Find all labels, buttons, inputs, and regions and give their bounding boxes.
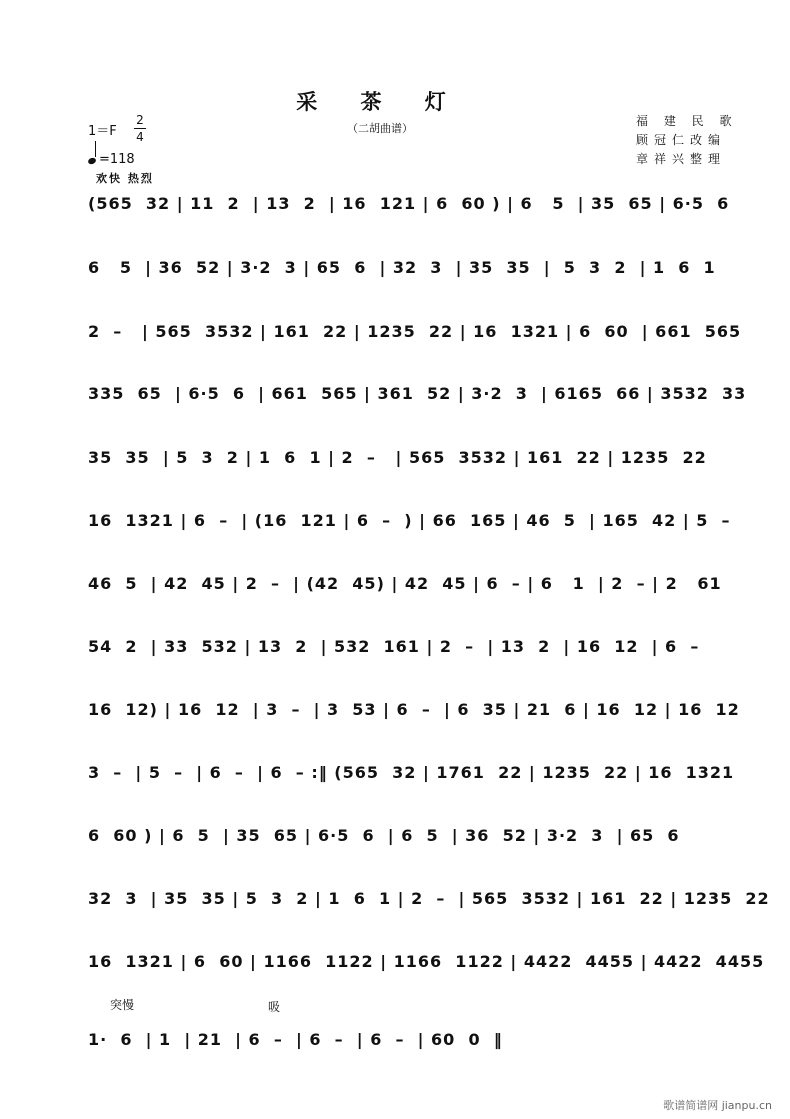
score-row-text: 46 5 | 42 45 | 2 – | (42 45) | 42 45 | 6 – | 6 1 | 2 – | 2 61 (88, 574, 722, 593)
score-row-text: 1· 6 | 1 | 21 | 6 – | 6 – | 6 – | 60 0 ‖ (88, 1030, 503, 1049)
score-row-3 (84, 314, 744, 354)
credit-arranger: 顾冠仁改编 (636, 133, 727, 147)
time-signature-bottom: 4 (136, 130, 144, 144)
score-row-text: 6 60 ) | 6 5 | 35 65 | 6·5 6 | 6 5 | 36 52 | 3·2 3 | 65 6 (88, 826, 680, 845)
score-row-text: 16 12) | 16 12 | 3 – | 3 53 | 6 – | 6 35 | 21 6 | 16 12 | 16 12 (88, 700, 740, 719)
score-row-text: 16 1321 | 6 60 | 1166 1122 | 1166 1122 | 4422 4455 | 4422 4455 (88, 952, 765, 971)
score-row-13 (84, 944, 765, 984)
tempo-change-marking: 突慢 (110, 998, 135, 1012)
score-row-11 (84, 818, 744, 858)
score-row-5 (84, 440, 744, 480)
score-row-14 (84, 1022, 744, 1062)
score-row-4 (84, 376, 747, 416)
tempo-marking (88, 147, 135, 167)
score-row-text: 2 – | 565 3532 | 161 22 | 1235 22 | 16 1321 | 6 60 | 661 565 (88, 322, 742, 341)
time-signature (132, 112, 148, 145)
tempo-value: =118 (99, 152, 135, 167)
score-subtitle: （二胡曲谱） (347, 122, 413, 135)
breath-marking: 吸 (268, 1000, 281, 1014)
score-row-10 (84, 755, 744, 795)
score-row-9 (84, 692, 744, 732)
quarter-note-stem (95, 141, 96, 157)
key-signature: 1＝F (88, 124, 117, 139)
score-row-text: 6 5 | 36 52 | 3·2 3 | 65 6 | 32 3 | 35 35 | 5 3 2 | 1 6 1 (88, 258, 716, 277)
score-row-text: 3 – | 5 – | 6 – | 6 – :‖ (565 32 | 1761 22 | 1235 22 | 16 1321 (88, 763, 735, 782)
watermark: 歌谱简谱网 jianpu.cn (663, 1099, 772, 1112)
score-row-7 (84, 566, 744, 606)
expression-marking: 欢快 热烈 (96, 172, 154, 185)
score-row-text: 32 3 | 35 35 | 5 3 2 | 1 6 1 | 2 – | 565 3532 | 161 22 | 1235 22 (88, 889, 770, 908)
score-row-text: 335 65 | 6·5 6 | 661 565 | 361 52 | 3·2 3 | 6165 66 | 3532 33 (88, 384, 747, 403)
score-row-6 (84, 503, 744, 543)
score-title: 采 茶 灯 (296, 89, 464, 114)
time-signature-top: 2 (136, 113, 144, 127)
score-row-1 (84, 186, 744, 226)
quarter-note-icon (87, 157, 97, 165)
score-row-text: 54 2 | 33 532 | 13 2 | 532 161 | 2 – | 13 2 | 16 12 | 6 – (88, 637, 700, 656)
score-row-8 (84, 629, 744, 669)
credit-editor: 章祥兴整理 (636, 152, 727, 166)
score-row-text: 16 1321 | 6 – | (16 121 | 6 – ) | 66 165 | 46 5 | 165 42 | 5 – (88, 511, 731, 530)
score-row-12 (84, 881, 770, 921)
score-row-text: 35 35 | 5 3 2 | 1 6 1 | 2 – | 565 3532 | 161 22 | 1235 22 (88, 448, 707, 467)
score-row-2 (84, 250, 744, 290)
credit-origin: 福 建 民 歌 (636, 114, 738, 128)
score-row-text: (565 32 | 11 2 | 13 2 | 16 121 | 6 60 ) | 6 5 | 35 65 | 6·5 6 (88, 194, 730, 213)
